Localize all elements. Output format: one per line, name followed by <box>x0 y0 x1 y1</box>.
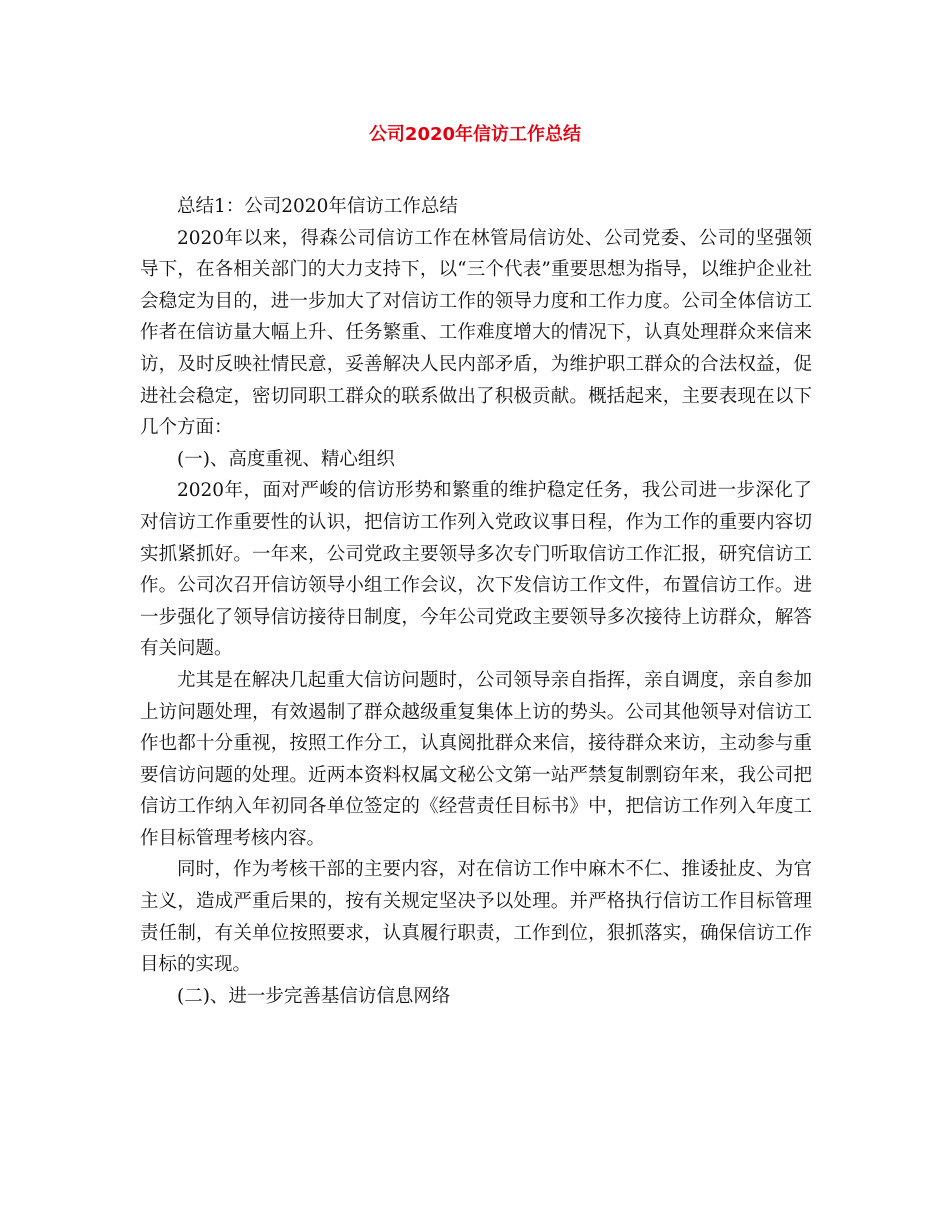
summary-heading: 总结1：公司2020年信访工作总结 <box>177 196 458 217</box>
section-heading: (一)、高度重视、精心组织 <box>177 448 395 470</box>
section-heading: (二)、进一步完善基信访信息网络 <box>177 985 451 1007</box>
body-paragraph: 同时，作为考核干部的主要内容，对在信访工作中麻木不仁、推诿扯皮、为官主义，造成严重后果的，按有关规定坚决予以处理。并严格执行信访工作目标管理责任制，有关单位按照要求，认真履行职责，工作到位，狠抓落实，确保信访工作目标的实现。 <box>140 859 812 976</box>
document-body <box>140 191 812 1012</box>
body-paragraph: 2020年以来，得森公司信访工作在林管局信访处、公司党委、公司的坚强领导下，在各相关部门的大力支持下，以“三个代表”重要思想为指导，以维护企业社会稳定为目的，进一步加大了对信访工作的领导力度和工作力度。公司全体信访工作者在信访量大幅上升、任务繁重、工作难度增大的情况下，认真处理群众来信来访，及时反映社情民意，妥善解决人民内部矛盾，为维护职工群众的合法权益，促进社会稳定，密切同职工群众的联系做出了积极贡献。概括起来，主要表现在以下几个方面： <box>140 227 812 439</box>
body-paragraph: 2020年，面对严峻的信访形势和繁重的维护稳定任务，我公司进一步深化了对信访工作重要性的认识，把信访工作列入党政议事日程，作为工作的重要内容切实抓紧抓好。一年来，公司党政主要领导多次专门听取信访工作汇报，研究信访工作。公司次召开信访领导小组工作会议，次下发信访工作文件，布置信访工作。进一步强化了领导信访接待日制度，今年公司党政主要领导多次接待上访群众，解答有关问题。 <box>140 480 812 660</box>
body-paragraph: 尤其是在解决几起重大信访问题时，公司领导亲自指挥，亲自调度，亲自参加上访问题处理，有效遏制了群众越级重复集体上访的势头。公司其他领导对信访工作也都十分重视，按照工作分工，认真阅批群众来信，接待群众来访，主动参与重要信访问题的处理。近两本资料权属文秘公文第一站严禁复制剽窃年来，我公司把信访工作纳入年初同各单位签定的《经营责任目标书》中，把信访工作列入年度工作目标管理考核内容。 <box>140 669 812 849</box>
document-title: 公司2020年信访工作总结 <box>368 124 582 145</box>
